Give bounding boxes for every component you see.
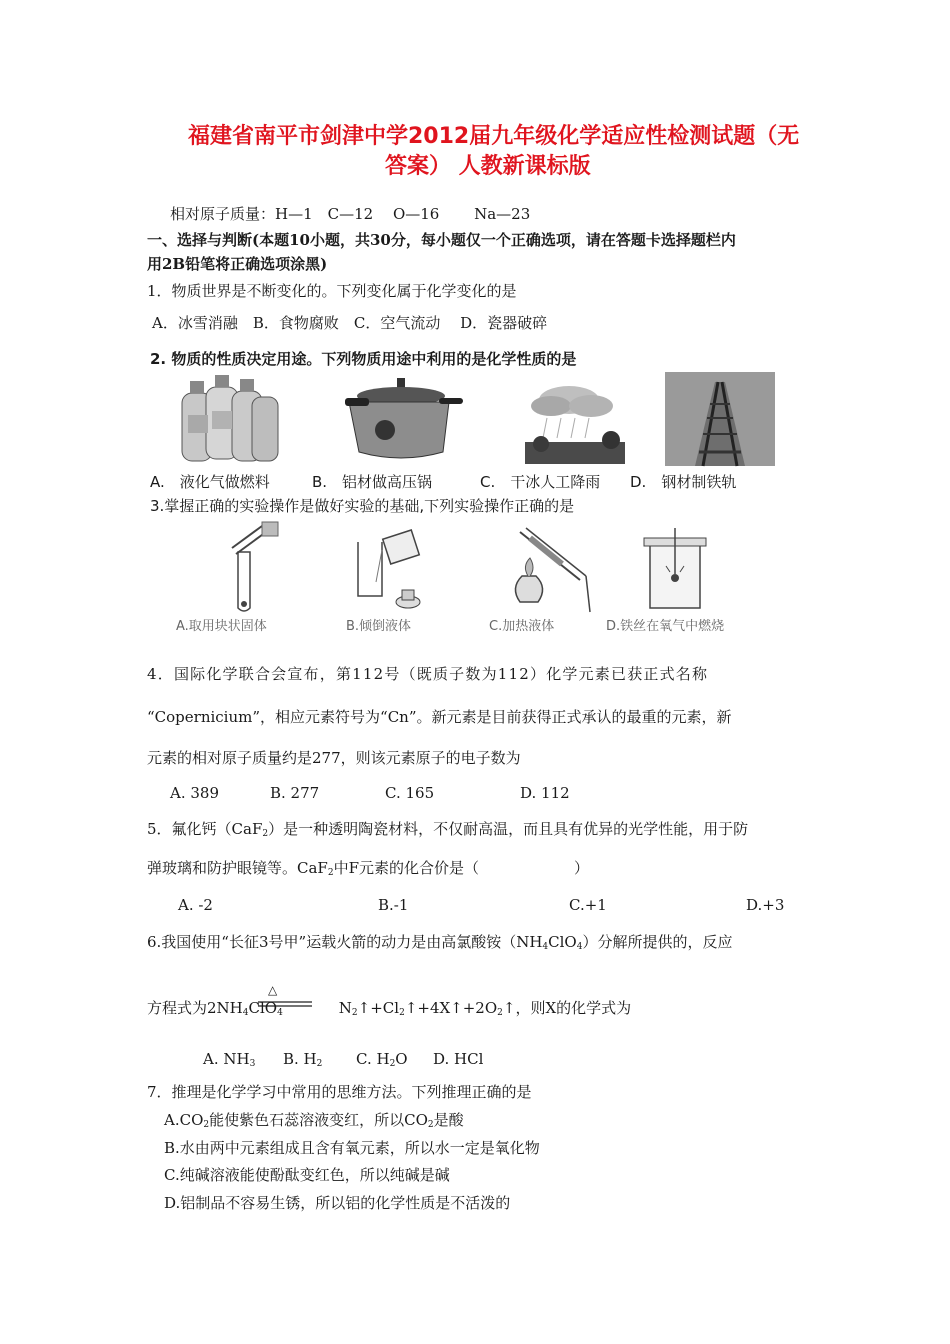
q2-option-d: D. 钢材制铁轨 <box>630 473 737 491</box>
q1-options: A．冰雪消融 B．食物腐败 C．空气流动 D．瓷器破碎 <box>152 314 548 332</box>
q6-equation: 方程式为$2NH_4ClO_4$ $N_2↑+Cl_2↑+4X↑+2O_2↑$，则X的化学式为 <box>147 999 632 1018</box>
q3-option-b: B.倾倒液体 <box>346 619 412 634</box>
section-heading-line2: 用2B铅笔将正确选项涂黑) <box>147 255 328 273</box>
pouring-liquid-image <box>348 522 428 614</box>
heating-liquid-image <box>500 522 600 614</box>
q6-option-d: D. HCl <box>433 1050 484 1068</box>
q5-option-a: A. -2 <box>178 896 213 914</box>
section-heading-line1: 一、选择与判断(本题10小题，共30分，每小题仅一个正确选项，请在答题卡选择题栏内 <box>147 231 736 249</box>
q6-option-a: A. $NH_3$ <box>203 1050 256 1069</box>
q2-option-b: B. 铝材做高压锅 <box>312 473 433 491</box>
q5-option-d: D.+3 <box>746 896 785 914</box>
q3-option-d: D.铁丝在氧气中燃烧 <box>606 619 725 634</box>
document-title-line2: 答案） 人教新课标版 <box>385 154 591 179</box>
q5-option-c: C.+1 <box>569 896 607 914</box>
q7-option-d: D.铝制品不容易生锈，所以铝的化学性质是不活泼的 <box>164 1194 511 1212</box>
gas-cylinders-image <box>180 375 280 465</box>
q2-option-c: C. 干冰人工降雨 <box>480 473 601 491</box>
q5-line2: 弹玻璃和防护眼镜等。CaF$_2$中F元素的化合价是（ ） <box>147 859 590 878</box>
q4-line2: “Copernicium”，相应元素符号为“Cn”。新元素是目前获得正式承认的最重的元素，新 <box>147 708 732 726</box>
pressure-cooker-image <box>345 378 465 464</box>
q5-line1: 5．氟化钙（CaF$_2$）是一种透明陶瓷材料，不仅耐高温，而且具有优异的光学性能，用于防 <box>147 820 749 839</box>
q3-option-a: A.取用块状固体 <box>176 619 267 634</box>
q6-option-c: C. $H_2O$ <box>356 1050 408 1069</box>
q7-option-c: C.纯碱溶液能使酚酞变红色，所以纯碱是碱 <box>164 1166 450 1184</box>
q4-line1: 4．国际化学联合会宣布，第112号（既质子数为112）化学元素已获正式名称 <box>147 665 709 683</box>
railway-track-image <box>665 372 775 466</box>
dry-ice-rain-image <box>525 378 625 468</box>
q6-option-b: B. $H_2$ <box>283 1050 323 1069</box>
delta-symbol: △ <box>268 983 278 997</box>
q4-option-a: A. 389 <box>170 784 219 802</box>
test-tube-tweezers-image <box>218 522 288 612</box>
q4-option-d: D. 112 <box>520 784 570 802</box>
q3-option-c: C.加热液体 <box>489 619 555 634</box>
q7-stem: 7．推理是化学学习中常用的思维方法。下列推理正确的是 <box>147 1083 532 1101</box>
atomic-mass-line: 相对原子质量：H—1 C—12 O—16 Na—23 <box>170 205 531 223</box>
iron-wire-burning-image <box>640 528 710 614</box>
q4-option-b: B. 277 <box>270 784 320 802</box>
q4-option-c: C. 165 <box>385 784 435 802</box>
q2-stem: 2. 物质的性质决定用途。下列物质用途中利用的是化学性质的是 <box>150 350 577 368</box>
q7-option-b: B.水由两中元素组成且含有氧元素，所以水一定是氧化物 <box>164 1139 540 1157</box>
q4-line3: 元素的相对原子质量约是277，则该元素原子的电子数为 <box>147 749 521 767</box>
q5-option-b: B.-1 <box>378 896 409 914</box>
q6-line1: 6.我国使用“长征3号甲”运载火箭的动力是由高氯酸铵$(NH_4ClO_4)$分解所提供的，反应 <box>147 933 733 952</box>
q3-stem: 3.掌握正确的实验操作是做好实验的基础,下列实验操作正确的是 <box>150 497 575 515</box>
document-title-line1: 福建省南平市剑津中学2012届九年级化学适应性检测试题（无 <box>188 124 800 149</box>
q1-stem: 1．物质世界是不断变化的。下列变化属于化学变化的是 <box>147 282 517 300</box>
q2-option-a: A. 液化气做燃料 <box>150 473 270 491</box>
q7-option-a: $A.CO_2$能使紫色石蕊溶液变红，所以$CO_2$是酸 <box>164 1111 464 1130</box>
